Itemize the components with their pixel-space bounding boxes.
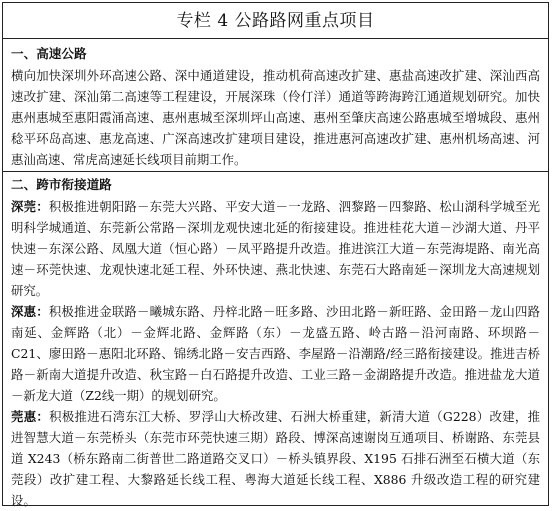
- box-title: 专栏 4 公路路网重点项目: [3, 3, 548, 39]
- section-heading-expressway: 一、高速公路: [11, 46, 87, 61]
- city-pair-label: 莞惠：: [11, 409, 50, 424]
- box-content: [3, 39, 548, 511]
- shenzhen-dongguan-paragraph: [11, 196, 540, 301]
- city-pair-label: 深莞：: [11, 199, 49, 214]
- city-pair-label: 深惠：: [11, 304, 49, 319]
- feature-box: [2, 2, 549, 506]
- city-pair-text: 积极推进金联路－曦城东路、丹梓北路－旺多路、沙田北路－新旺路、金田路－龙山四路南延、金辉路（北）－金辉北路、金辉路（东）－龙盛五路、岭古路－沿河南路、环坝路－C21、廖田路－惠阳北环路、锦绣北路－安吉西路、李屋路－沿潮路/经三路衔接建设。推进吉桥路－新南大道提升改造、秋宝路－白石路提升改造、工业三路－金湖路提升改造。推进盐龙大道－新龙大道（Z2线一期）的规划研究。: [11, 304, 541, 403]
- section-heading-cross-city: 二、跨市衔接道路: [11, 177, 112, 192]
- city-pair-text: 积极推进石湾东江大桥、罗浮山大桥改建、石洲大桥重建，新清大道（G228）改建，推进智慧大道－东莞桥头（东莞市环莞快速三期）路段、博深高速谢岗互通项目、桥谢路、东莞县道 X243（桥东路南二街普世二路道路交叉口）－桥头镇界段、X195 石排石洲至石横大道（东莞段）改扩建工程、大黎路延长线工程、粤海大道延长线工程、X886 升级改造工程的研究建设。: [11, 409, 540, 508]
- expressway-paragraph: 横向加快深圳外环高速公路、深中通道建设，推动机荷高速改扩建、惠盐高速改扩建、深汕西高速改扩建、深汕第二高速等工程建设，开展深珠（伶仃洋）通道等跨海跨江通道规划研究。加快惠州惠城至惠阳霞涌高速、惠州惠城至深圳坪山高速、惠州至肇庆高速公路惠城至增城段、惠州稔平环岛高速、惠龙高速、广深高速改扩建项目建设，推进惠河高速改扩建、惠州机场高速、河惠汕高速、常虎高速延长线项目前期工作。: [11, 68, 540, 167]
- shenzhen-huizhou-paragraph: [11, 301, 540, 406]
- city-pair-text: 积极推进朝阳路－东莞大兴路、平安大道－一龙路、泗黎路－四黎路、松山湖科学城至光明科学城通道、东莞新公常路－深圳龙观快速北延的衔接建设。推进桂花大道－沙湖大道、丹平快速－东深公路、凤凰大道（恒心路）－凤平路提升改造。推进滨江大道－东莞海堤路、南光高速－环莞快速、龙观快速北延工程、外环快速、燕北快速、东莞石大路南延－深圳龙大高速规划研究。: [11, 199, 541, 298]
- section-divider: [3, 171, 548, 172]
- dongguan-huizhou-paragraph: [11, 406, 540, 511]
